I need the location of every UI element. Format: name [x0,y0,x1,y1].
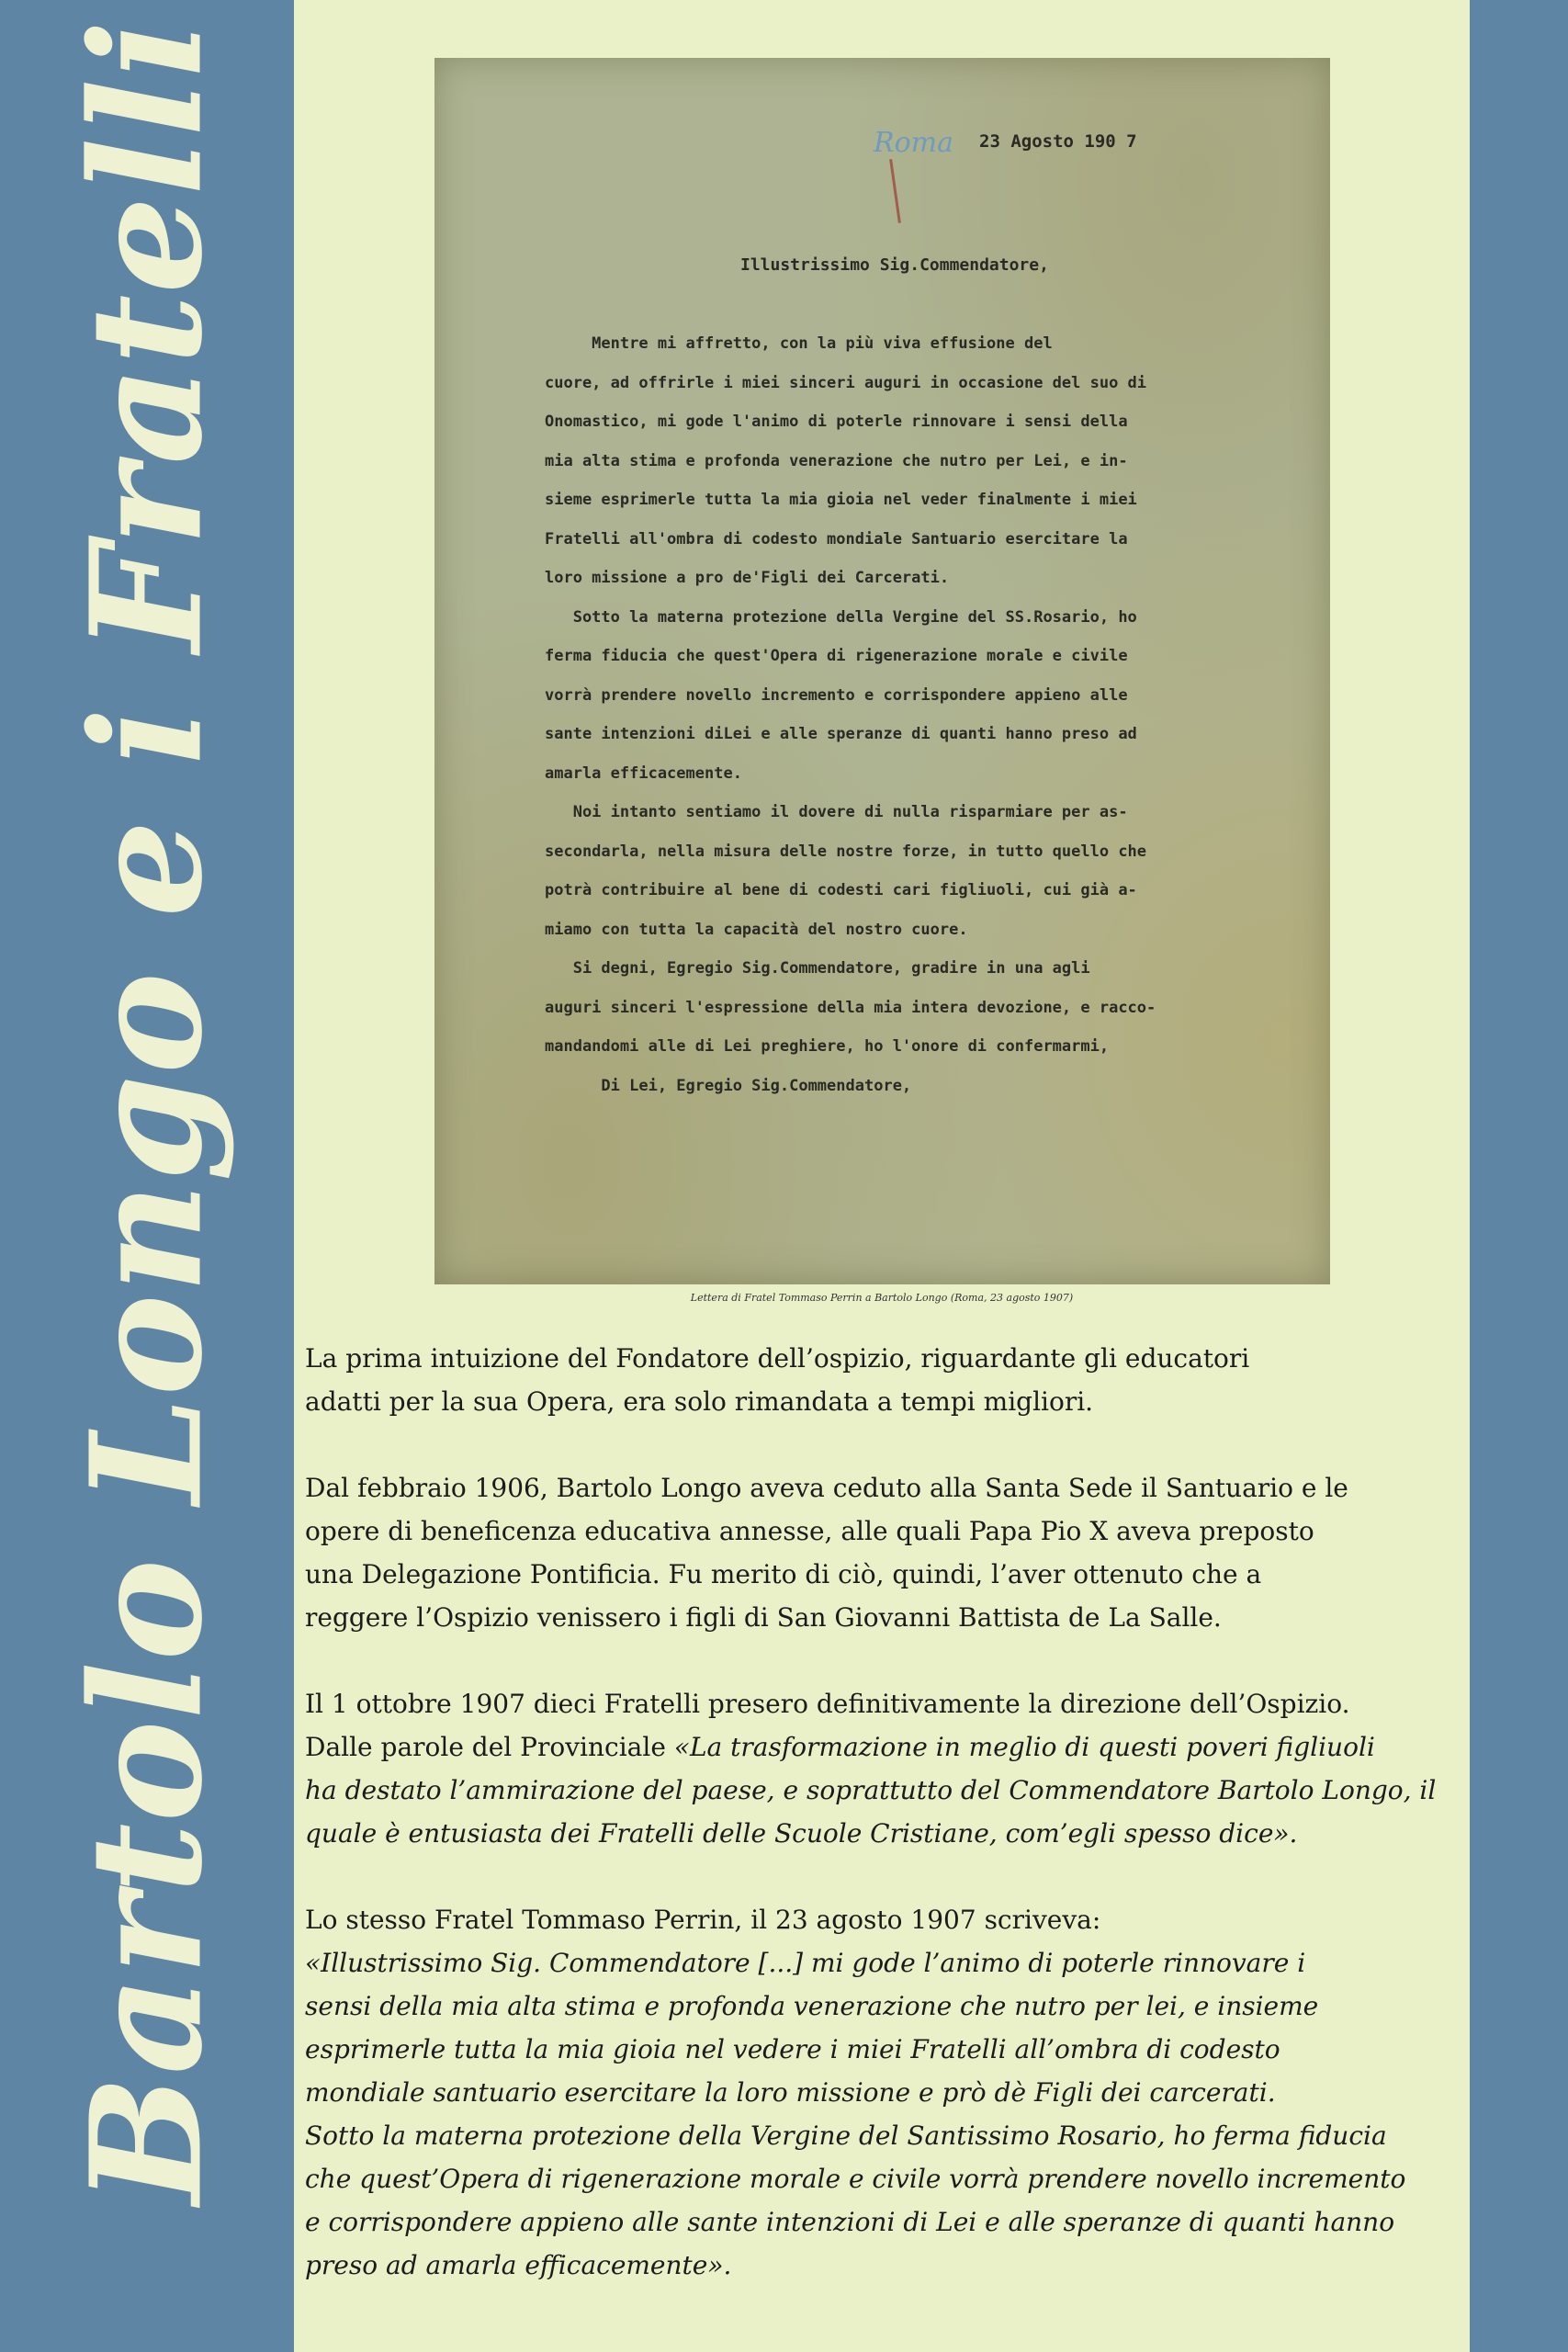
article-text [305,1337,1470,2330]
letter-date: 23 Agosto 190 7 [979,131,1137,152]
paragraph-1: La prima intuizione del Fondatore dell’ospizio, riguardante gli educatori adatti per la sua Opera, era solo rimandata a tempi migliori. [305,1343,1250,1417]
letter-red-mark [889,159,901,223]
letter-body: Mentre mi affretto, con la più viva effusione del cuore, ad offrirle i miei sinceri auguri in occasione del suo di Onomastico, mi gode l'animo di poterle rinnovare i sensi della mia alta stima e profonda venerazione che nutro per Lei, e in- sieme esprimerle tutta la mia gioia nel veder finalmente i miei Fratelli all'ombra di codesto mondiale Santuario esercitare la loro missione a pro de'Figli dei Carcerati. Sotto la materna protezione della Vergine del SS.Rosario, ho ferma fiducia che quest'Opera di rigenerazione morale e civile vorrà prendere novello incremento e corrispondere appieno alle sante intenzioni diLei e alle speranze di quanti hanno preso ad amarla efficacemente. Noi intanto sentiamo il dovere di nulla risparmiare per as- secondarla, nella misura delle nostre forze, in tutto quello che potrà contribuire al bene di codesti cari figliuoli, cui già a- miamo con tutta la capacità del nostro cuore. Si degni, Egregio Sig.Commendatore, gradire in una agli auguri sinceri l'espressione della mia intera devozione, e racco- mandandomi alle di Lei preghiere, ho l'onore di confermarmi, Di Lei, Egregio Sig.Commendatore, [545,334,1156,1095]
paragraph-4-text: Lo stesso Fratel Tommaso Perrin, il 23 agosto 1907 scriveva: [305,1905,1101,1935]
paragraph-3-quote: «La trasformazione in meglio di questi poveri figliuoli ha destato l’ammirazione del paese, e soprattutto del Commendatore Bartolo Longo, il quale è entusiasta dei Fratelli delle Scuole Cristiane, com’egli spesso dice». [305,1732,1437,1849]
image-caption: Lettera di Fratel Tommaso Perrin a Bartolo Longo (Roma, 23 agosto 1907) [690,1292,1074,1304]
right-border-strip [1470,0,1568,2352]
paragraph-4-quote: «Illustrissimo Sig. Commendatore [...] mi gode l’animo di poterle rinnovare i sensi della mia alta stima e profonda venerazione che nutro per lei, e insieme esprimerle tutta la mia gioia nel vedere i miei Fratelli all’ombra di codesto mondiale santuario esercitare la loro missione e prò dè Figli dei carcerati. Sotto la materna protezione della Vergine del Santissimo Rosario, ho ferma fiducia che quest’Opera di rigenerazione morale e civile vorrà prendere novello incremento e corrispondere appieno alle sante intenzioni di Lei e alle speranze di quanti hanno preso ad amarla efficacemente». [305,1948,1406,2280]
letter-scan-image [434,58,1330,1284]
paragraph-3 [305,1682,1470,1855]
content-panel [294,0,1470,2352]
paragraph-3-text: Il 1 ottobre 1907 dieci Fratelli presero definitivamente la direzione dell’Ospizio. Dalle parole del Provinciale [305,1689,1350,1762]
letter-handwritten-place: Roma [874,127,953,159]
paragraph-4 [305,1898,1470,2287]
page-title: Bartolo Longo e i Fratelli [57,18,237,2205]
paragraph-2: Dal febbraio 1906, Bartolo Longo aveva ceduto alla Santa Sede il Santuario e le opere di beneficenza educativa annesse, alle quali Papa Pio X aveva preposto una Delegazione Pontificia. Fu merito di ciò, quindi, l’aver ottenuto che a reggere l’Ospizio venissero i figli di San Giovanni Battista de La Salle. [305,1473,1348,1633]
vertical-title-band [0,0,294,2352]
letter-salutation: Illustrissimo Sig.Commendatore, [740,255,1049,275]
